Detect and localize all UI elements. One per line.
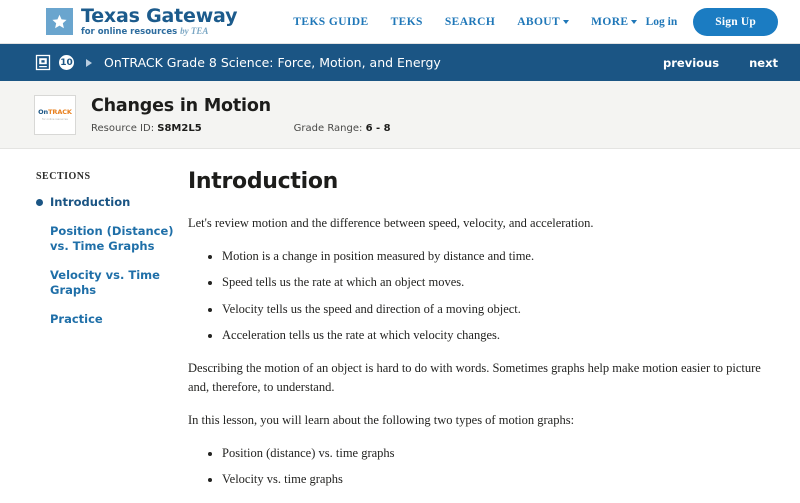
main-navigation [293, 16, 637, 28]
nav-item-about[interactable] [517, 16, 569, 28]
thumb-logo-on: On [38, 108, 49, 116]
logo-tagline [81, 27, 237, 37]
nav-item-more[interactable] [591, 16, 637, 28]
grade-range [294, 123, 391, 134]
active-bullet-icon [36, 199, 43, 206]
nav-item-teks[interactable] [391, 16, 423, 28]
page-title: Changes in Motion [91, 95, 271, 116]
sidebar-heading: SECTIONS [36, 171, 91, 182]
resource-meta-row [91, 123, 391, 134]
nav-label: ABOUT [517, 15, 561, 28]
sections-sidebar [0, 169, 178, 503]
nav-label: SEARCH [444, 15, 496, 28]
paragraph-two: Describing the motion of an object is hard to do with words. Sometimes graphs help make motion easier to picture and, therefore, to understand. [188, 361, 761, 394]
nav-item-teks-guide[interactable] [293, 16, 368, 28]
header-actions [646, 8, 778, 36]
signup-button[interactable]: Sign Up [693, 8, 778, 36]
chevron-right-icon [86, 59, 92, 67]
resource-id-value: S8M2L5 [157, 122, 202, 134]
resource-thumbnail [34, 95, 76, 135]
previous-link[interactable]: previous [663, 55, 720, 70]
star-icon [46, 8, 73, 35]
resource-meta [91, 96, 391, 134]
sidebar-item-position-vs-time[interactable] [36, 224, 178, 255]
intro-paragraph: Let's review motion and the difference between speed, velocity, and acceleration. [188, 216, 594, 230]
sidebar-item-label: Introduction [50, 195, 131, 209]
logo-tagline-main: for online resources [81, 26, 178, 37]
sidebar-item-label: Position (Distance) vs. Time Graphs [50, 223, 174, 254]
breadcrumb-pager [663, 56, 778, 70]
site-header [0, 0, 800, 44]
sidebar-item-practice[interactable] [36, 312, 178, 328]
sidebar-item-introduction[interactable] [36, 195, 178, 211]
list-item: • Velocity tells us the speed and direction of a moving object. [222, 300, 778, 319]
main-content [178, 169, 800, 503]
logo-title: Texas Gateway [81, 4, 238, 27]
list-item: • Acceleration tells us the rate at which velocity changes. [222, 326, 778, 345]
nav-label: TEKS GUIDE [293, 15, 369, 28]
list-item: • Speed tells us the rate at which an object moves. [222, 273, 778, 292]
list-item: • Velocity vs. time graphs [222, 470, 778, 489]
next-link[interactable]: next [749, 55, 778, 70]
list-item: • Motion is a change in position measured by distance and time. [222, 247, 778, 266]
sidebar-item-label: Practice [50, 311, 103, 326]
resource-header [0, 81, 800, 149]
definitions-list [188, 247, 778, 346]
list-item: • Position (distance) vs. time graphs [222, 444, 778, 463]
thumb-logo-track: TRACK [48, 108, 72, 116]
book-icon[interactable] [36, 55, 50, 70]
chevron-down-icon [631, 20, 637, 24]
graph-types-list [188, 444, 778, 490]
grade-range-value: 6 - 8 [365, 122, 391, 134]
resource-count-badge: 10 [59, 55, 74, 70]
chevron-down-icon [563, 20, 569, 24]
nav-item-search[interactable] [445, 16, 495, 28]
login-link[interactable]: Log in [645, 15, 678, 28]
sidebar-item-label: Velocity vs. Time Graphs [50, 267, 160, 298]
grade-range-label: Grade Range: [293, 122, 363, 134]
ontrack-logo-icon [38, 108, 72, 116]
resource-id [91, 123, 202, 134]
sidebar-item-velocity-vs-time[interactable] [36, 268, 178, 299]
thumb-logo-sub: for online resources [42, 118, 68, 121]
logo-tagline-by: by TEA [180, 25, 209, 36]
content-heading: Introduction [188, 169, 339, 194]
resource-id-label: Resource ID: [91, 122, 155, 134]
breadcrumb-course-title[interactable]: OnTRACK Grade 8 Science: Force, Motion, and Energy [104, 55, 441, 70]
page-body [0, 149, 800, 503]
breadcrumb [0, 44, 800, 81]
nav-label: TEKS [390, 15, 423, 28]
nav-label: MORE [591, 15, 629, 28]
site-logo[interactable] [46, 4, 238, 37]
paragraph-three: In this lesson, you will learn about the following two types of motion graphs: [188, 412, 575, 427]
